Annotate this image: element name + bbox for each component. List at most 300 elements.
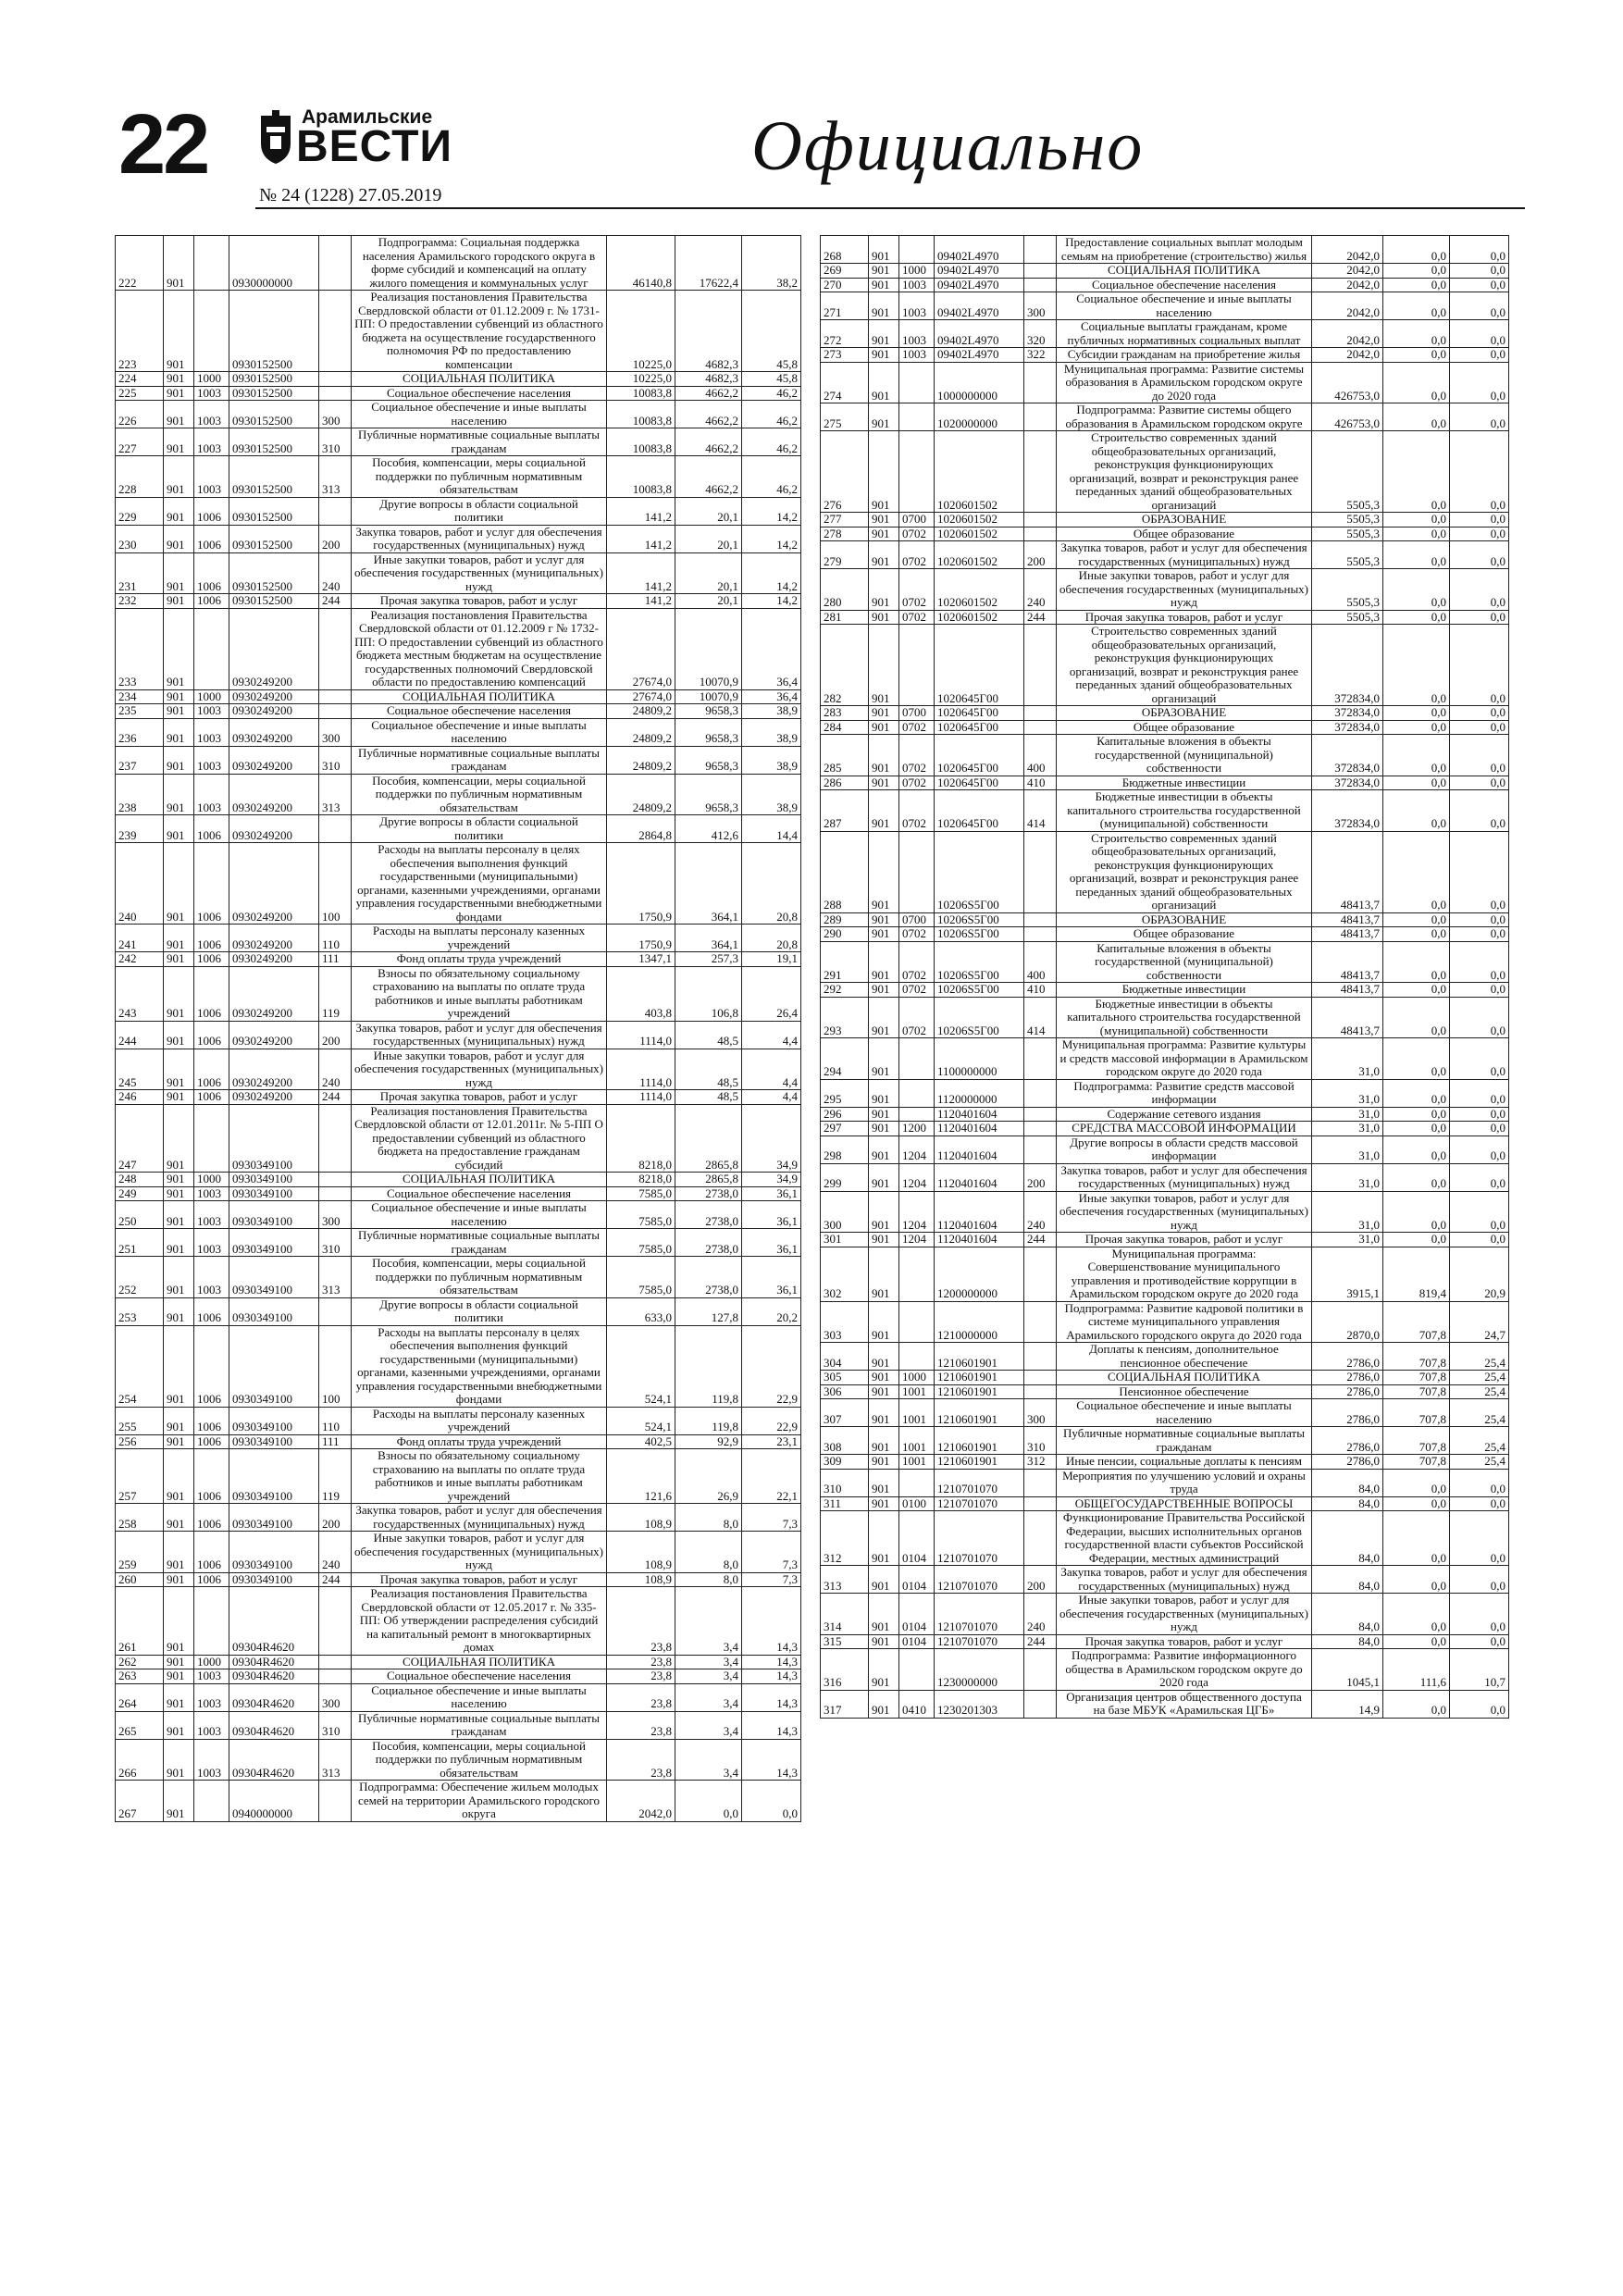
expense-type: 300 [319,1201,352,1229]
target-code: 1020601502 [935,513,1024,527]
section-code: 1003 [194,718,229,746]
target-code: 10206S5Г00 [935,983,1024,998]
section-code: 1200 [899,1122,935,1136]
expense-type: 310 [1024,1427,1057,1455]
row-number: 230 [116,525,164,552]
target-code: 10206S5Г00 [935,831,1024,912]
target-code: 0930152500 [229,497,319,525]
table-row [821,513,1509,527]
percent: 0,0 [1450,278,1509,292]
actual-amount: 707,8 [1383,1301,1450,1343]
item-name: Взносы по обязательному социальному страхованию на выплаты по оплате труда работников и иные выплаты работникам учреждений [352,1449,607,1504]
percent: 0,0 [1450,264,1509,279]
expense-type: 244 [319,1090,352,1105]
target-code: 1230201303 [935,1690,1024,1718]
row-number: 228 [116,456,164,498]
gr-code: 901 [164,1449,194,1504]
actual-amount: 106,8 [675,966,742,1021]
target-code: 10206S5Г00 [935,997,1024,1038]
section-code: 1003 [194,386,229,401]
section-code: 1001 [899,1384,935,1399]
expense-type: 100 [319,843,352,925]
percent: 25,4 [1450,1427,1509,1455]
percent: 19,1 [742,952,801,967]
row-number: 282 [821,625,869,706]
row-number: 265 [116,1711,164,1739]
actual-amount: 127,8 [675,1297,742,1325]
expense-type [1024,720,1057,735]
table-row [116,608,801,689]
item-name: Социальное обеспечение и иные выплаты населению [352,1683,607,1711]
percent: 20,9 [1450,1247,1509,1301]
row-number: 231 [116,552,164,594]
section-code: 1204 [899,1136,935,1163]
row-number: 296 [821,1107,869,1122]
percent: 0,0 [1450,831,1509,912]
gr-code: 901 [869,1038,899,1080]
percent: 0,0 [1450,720,1509,735]
percent: 0,0 [1450,1107,1509,1122]
table-row [116,236,801,291]
plan-amount: 2042,0 [1312,292,1383,320]
table-row [821,1469,1509,1496]
gr-code: 901 [869,706,899,721]
percent: 14,3 [742,1683,801,1711]
plan-amount: 524,1 [607,1407,675,1434]
section-code: 0702 [899,610,935,625]
percent: 0,0 [742,1781,801,1822]
item-name: Содержание сетевого издания [1057,1107,1312,1122]
item-name: Общее образование [1057,720,1312,735]
item-name: Закупка товаров, работ и услуг для обеспечения государственных (муниципальных) нужд [352,1504,607,1532]
plan-amount: 7585,0 [607,1257,675,1298]
item-name: Общее образование [1057,927,1312,942]
expense-type: 119 [319,966,352,1021]
expense-type [319,704,352,719]
item-name: Закупка товаров, работ и услуг для обеспечения государственных (муниципальных) нужд [1057,541,1312,569]
percent: 25,4 [1450,1343,1509,1371]
section-code: 0700 [899,513,935,527]
row-number: 306 [821,1384,869,1399]
percent: 45,8 [742,291,801,372]
gr-code: 901 [164,1504,194,1532]
actual-amount: 819,4 [1383,1247,1450,1301]
actual-amount: 0,0 [1383,362,1450,403]
table-row [821,1496,1509,1511]
percent: 4,4 [742,1090,801,1105]
item-name: ОБРАЗОВАНИЕ [1057,513,1312,527]
plan-amount: 108,9 [607,1504,675,1532]
section-code [899,1343,935,1371]
percent: 26,4 [742,966,801,1021]
section-code: 0104 [899,1511,935,1566]
actual-amount: 0,0 [1383,431,1450,513]
table-row [821,1233,1509,1247]
section-code [194,236,229,291]
target-code: 1210000000 [935,1301,1024,1343]
plan-amount: 23,8 [607,1739,675,1781]
plan-amount: 24809,2 [607,774,675,815]
percent: 36,1 [742,1186,801,1201]
gr-code: 901 [869,1233,899,1247]
table-row [821,1163,1509,1191]
gr-code: 901 [869,431,899,513]
plan-amount: 2042,0 [1312,236,1383,264]
expense-type: 300 [1024,1399,1057,1427]
gr-code: 901 [869,292,899,320]
table-row [821,997,1509,1038]
table-row [116,1173,801,1187]
gr-code: 901 [869,1301,899,1343]
target-code: 0930152500 [229,552,319,594]
table-row [821,541,1509,569]
item-name: Муниципальная программа: Развитие культуры и средств массовой информации в Арамильском городском округе до 2020 года [1057,1038,1312,1080]
gr-code: 901 [869,1107,899,1122]
percent: 0,0 [1450,776,1509,790]
percent: 23,1 [742,1434,801,1449]
actual-amount: 0,0 [1383,320,1450,348]
gr-code: 901 [869,1469,899,1496]
percent: 20,8 [742,925,801,952]
expense-type: 240 [1024,569,1057,611]
table-row [116,1572,801,1587]
expense-type [319,1781,352,1822]
target-code: 09402L4970 [935,278,1024,292]
section-code: 1006 [194,1434,229,1449]
item-name: Социальное обеспечение и иные выплаты населению [1057,292,1312,320]
percent: 22,9 [742,1407,801,1434]
actual-amount: 0,0 [1383,941,1450,983]
row-number: 261 [116,1587,164,1656]
target-code: 0930349100 [229,1532,319,1573]
section-code [899,403,935,431]
row-number: 312 [821,1511,869,1566]
plan-amount: 2786,0 [1312,1343,1383,1371]
row-number: 250 [116,1201,164,1229]
section-code: 1003 [899,292,935,320]
item-name: Подпрограмма: Развитие средств массовой информации [1057,1079,1312,1107]
percent: 0,0 [1450,513,1509,527]
row-number: 269 [821,264,869,279]
actual-amount: 0,0 [1383,236,1450,264]
header-rule [255,207,1525,209]
target-code: 1020000000 [935,403,1024,431]
actual-amount: 0,0 [1383,1690,1450,1718]
percent: 46,2 [742,428,801,456]
percent: 4,4 [742,1021,801,1049]
gr-code: 901 [869,541,899,569]
item-name: Публичные нормативные социальные выплаты гражданам [352,746,607,774]
table-row [116,689,801,704]
percent: 0,0 [1450,706,1509,721]
row-number: 300 [821,1191,869,1233]
section-code [899,625,935,706]
expense-type [319,386,352,401]
item-name: Социальное обеспечение и иные выплаты населению [1057,1399,1312,1427]
expense-type [319,1655,352,1669]
row-number: 305 [821,1371,869,1385]
item-name: Бюджетные инвестиции в объекты капитального строительства государственной (муниципальной) собственности [1057,790,1312,832]
row-number: 307 [821,1399,869,1427]
gr-code: 901 [869,1371,899,1385]
gr-code: 901 [869,625,899,706]
gr-code: 901 [164,1532,194,1573]
row-number: 309 [821,1455,869,1470]
item-name: Другие вопросы в области средств массовой информации [1057,1136,1312,1163]
item-name: Публичные нормативные социальные выплаты гражданам [1057,1427,1312,1455]
gr-code: 901 [164,704,194,719]
item-name: Иные закупки товаров, работ и услуг для обеспечения государственных (муниципальных) нужд [352,1532,607,1573]
plan-amount: 372834,0 [1312,625,1383,706]
percent: 0,0 [1450,431,1509,513]
expense-type [1024,236,1057,264]
row-number: 297 [821,1122,869,1136]
expense-type [1024,1511,1057,1566]
percent: 34,9 [742,1104,801,1173]
expense-type [1024,1649,1057,1691]
item-name: Иные закупки товаров, работ и услуг для обеспечения государственных (муниципальных) нужд [352,552,607,594]
item-name: Строительство современных зданий общеобразовательных организаций, реконструкция функционирующих организаций, возврат и реконструкция ранее переданных зданий общеобразовательных организаций [1057,831,1312,912]
expense-type [1024,1107,1057,1122]
gr-code: 901 [164,1229,194,1257]
gr-code: 901 [164,1407,194,1434]
actual-amount: 0,0 [1383,625,1450,706]
item-name: Подпрограмма: Социальная поддержка населения Арамильского городского округа в форме субсидий и компенсаций на оплату жилого помещения и коммунальных услуг [352,236,607,291]
target-code: 1210601901 [935,1384,1024,1399]
target-code: 0930349100 [229,1407,319,1434]
percent: 0,0 [1450,927,1509,942]
section-code: 1006 [194,1504,229,1532]
section-code: 1006 [194,843,229,925]
expense-type: 313 [319,456,352,498]
target-code: 1020645Г00 [935,625,1024,706]
item-name: Бюджетные инвестиции [1057,776,1312,790]
expense-type: 320 [1024,320,1057,348]
actual-amount: 119,8 [675,1325,742,1407]
item-name: Доплаты к пенсиям, дополнительное пенсионное обеспечение [1057,1343,1312,1371]
table-row [116,1297,801,1325]
table-row [116,1781,801,1822]
actual-amount: 0,0 [1383,912,1450,927]
plan-amount: 141,2 [607,497,675,525]
expense-type [1024,1079,1057,1107]
item-name: Публичные нормативные социальные выплаты гражданам [352,428,607,456]
percent: 46,2 [742,386,801,401]
plan-amount: 372834,0 [1312,735,1383,776]
table-row [821,776,1509,790]
target-code: 0930152500 [229,372,319,387]
percent: 0,0 [1450,236,1509,264]
expense-type: 111 [319,952,352,967]
actual-amount: 0,0 [1383,1566,1450,1594]
target-code: 1210701070 [935,1511,1024,1566]
gr-code: 901 [164,1090,194,1105]
section-code: 0702 [899,997,935,1038]
gr-code: 901 [869,720,899,735]
plan-amount: 48413,7 [1312,997,1383,1038]
plan-amount: 141,2 [607,594,675,609]
plan-amount: 141,2 [607,552,675,594]
section-code: 1000 [899,1371,935,1385]
table-row [116,1201,801,1229]
table-row [116,1104,801,1173]
target-code: 0930249200 [229,1021,319,1049]
row-number: 242 [116,952,164,967]
table-row [821,1566,1509,1594]
expense-type: 200 [319,1021,352,1049]
table-row [116,1711,801,1739]
section-code: 1003 [194,1683,229,1711]
target-code: 0930249200 [229,704,319,719]
item-name: Закупка товаров, работ и услуг для обеспечения государственных (муниципальных) нужд [1057,1566,1312,1594]
gr-code: 901 [164,689,194,704]
gr-code: 901 [869,1455,899,1470]
section-code: 1006 [194,497,229,525]
percent: 14,2 [742,552,801,594]
actual-amount: 3,4 [675,1683,742,1711]
row-number: 276 [821,431,869,513]
table-row [116,594,801,609]
actual-amount: 3,4 [675,1655,742,1669]
issue-info: № 24 (1228) 27.05.2019 [259,185,442,205]
target-code: 0930249200 [229,1090,319,1105]
table-row [821,569,1509,611]
section-code: 0702 [899,527,935,541]
plan-amount: 141,2 [607,525,675,552]
plan-amount: 46140,8 [607,236,675,291]
section-code: 1003 [194,1257,229,1298]
gr-code: 901 [164,236,194,291]
percent: 14,3 [742,1711,801,1739]
actual-amount: 0,0 [1383,720,1450,735]
item-name: Прочая закупка товаров, работ и услуг [1057,1233,1312,1247]
section-code: 0702 [899,790,935,832]
table-row [116,552,801,594]
expense-type [319,236,352,291]
item-name: Бюджетные инвестиции в объекты капитального строительства государственной (муниципальной) собственности [1057,997,1312,1038]
percent: 0,0 [1450,569,1509,611]
actual-amount: 0,0 [1383,348,1450,363]
row-number: 291 [821,941,869,983]
target-code: 1120401604 [935,1163,1024,1191]
table-row [821,1455,1509,1470]
row-number: 283 [821,706,869,721]
plan-amount: 10225,0 [607,372,675,387]
plan-amount: 84,0 [1312,1634,1383,1649]
section-code [194,291,229,372]
section-code: 0702 [899,983,935,998]
expense-type: 310 [319,1229,352,1257]
expense-type [319,1587,352,1656]
expense-type [319,1186,352,1201]
plan-amount: 84,0 [1312,1496,1383,1511]
table-row [821,527,1509,541]
actual-amount: 4662,2 [675,386,742,401]
gr-code: 901 [164,552,194,594]
percent: 0,0 [1450,1496,1509,1511]
plan-amount: 1750,9 [607,843,675,925]
target-code: 1230000000 [935,1649,1024,1691]
section-code: 1003 [899,348,935,363]
percent: 10,7 [1450,1649,1509,1691]
plan-amount: 108,9 [607,1532,675,1573]
section-code: 1204 [899,1191,935,1233]
table-row [821,790,1509,832]
plan-amount: 31,0 [1312,1122,1383,1136]
percent: 25,4 [1450,1384,1509,1399]
expense-type [319,815,352,843]
item-name: СОЦИАЛЬНАЯ ПОЛИТИКА [352,1173,607,1187]
section-code [899,1079,935,1107]
section-code: 1001 [899,1399,935,1427]
expense-type: 410 [1024,776,1057,790]
plan-amount: 2870,0 [1312,1301,1383,1343]
target-code: 1210601901 [935,1455,1024,1470]
gr-code: 901 [164,1683,194,1711]
plan-amount: 8218,0 [607,1173,675,1187]
percent: 34,9 [742,1173,801,1187]
row-number: 311 [821,1496,869,1511]
expense-type: 100 [319,1325,352,1407]
actual-amount: 0,0 [1383,927,1450,942]
target-code: 1120401604 [935,1233,1024,1247]
target-code: 09402L4970 [935,264,1024,279]
expense-type: 110 [319,925,352,952]
target-code: 0930349100 [229,1186,319,1201]
gr-code: 901 [164,1021,194,1049]
percent: 0,0 [1450,941,1509,983]
table-row [821,1690,1509,1718]
target-code: 0930349100 [229,1504,319,1532]
target-code: 0930152500 [229,428,319,456]
row-number: 314 [821,1594,869,1635]
actual-amount: 4662,2 [675,401,742,428]
actual-amount: 0,0 [1383,1469,1450,1496]
section-code: 0702 [899,720,935,735]
percent: 46,2 [742,456,801,498]
target-code: 1020601502 [935,541,1024,569]
plan-amount: 31,0 [1312,1136,1383,1163]
expense-type: 300 [319,718,352,746]
row-number: 295 [821,1079,869,1107]
table-row [116,1090,801,1105]
item-name: Прочая закупка товаров, работ и услуг [1057,610,1312,625]
gr-code: 901 [869,362,899,403]
item-name: Реализация постановления Правительства Свердловской области от 12.05.2017 г. № 335-ПП: Об утверждении распределения субсидий на капитальный ремонт в многоквартирных домах [352,1587,607,1656]
percent: 0,0 [1450,983,1509,998]
table-row [821,264,1509,279]
actual-amount: 707,8 [1383,1427,1450,1455]
target-code: 09304R4620 [229,1739,319,1781]
table-row [821,1136,1509,1163]
table-row [116,291,801,372]
gr-code: 901 [164,497,194,525]
table-row [116,428,801,456]
item-name: Муниципальная программа: Развитие системы образования в Арамильском городском округе до 2020 года [1057,362,1312,403]
plan-amount: 426753,0 [1312,362,1383,403]
expense-type [1024,1384,1057,1399]
item-name: СРЕДСТВА МАССОВОЙ ИНФОРМАЦИИ [1057,1122,1312,1136]
target-code: 0930152500 [229,594,319,609]
row-number: 241 [116,925,164,952]
plan-amount: 1114,0 [607,1090,675,1105]
row-number: 251 [116,1229,164,1257]
plan-amount: 24809,2 [607,704,675,719]
table-row [821,292,1509,320]
actual-amount: 2738,0 [675,1257,742,1298]
percent: 14,3 [742,1739,801,1781]
row-number: 316 [821,1649,869,1691]
